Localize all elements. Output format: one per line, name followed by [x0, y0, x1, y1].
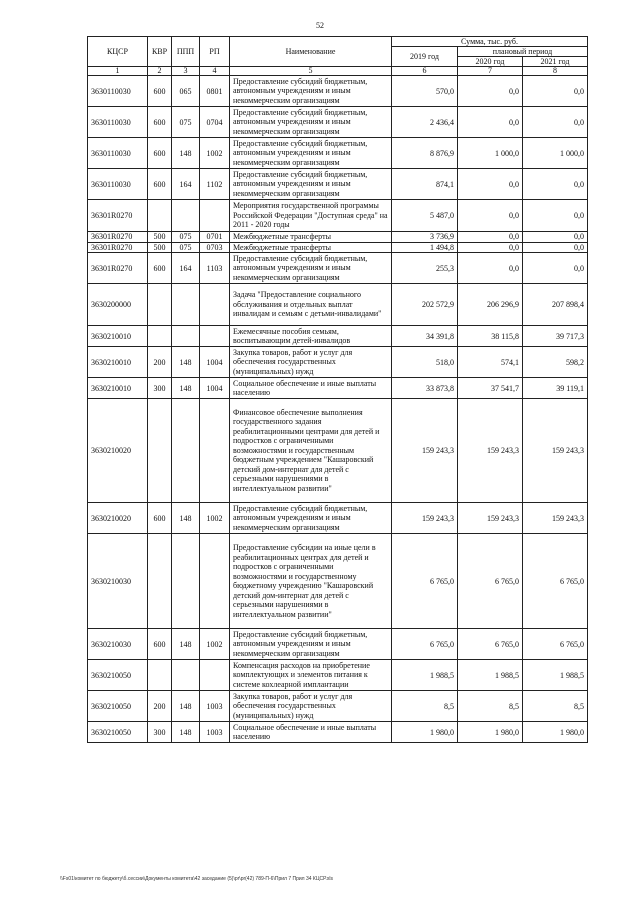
ppp-cell: 164 — [172, 253, 200, 284]
amount-2019-cell: 874,1 — [392, 169, 458, 200]
rp-cell: 1002 — [200, 503, 230, 534]
rp-cell: 0801 — [200, 76, 230, 107]
header-2019: 2019 год — [392, 47, 458, 67]
column-index: 3 — [172, 67, 200, 76]
name-cell: Задача "Предоставление социального обслуживания и отдельных выплат инвалидам и семьям с детьми-инвалидами" — [230, 284, 392, 326]
amount-2021-cell: 0,0 — [523, 200, 588, 232]
ppp-cell: 148 — [172, 629, 200, 660]
kvr-cell: 300 — [148, 722, 172, 743]
header-2021: 2021 год — [523, 57, 588, 67]
column-index: 4 — [200, 67, 230, 76]
amount-2019-cell: 34 391,8 — [392, 326, 458, 347]
kvr-cell: 300 — [148, 378, 172, 399]
amount-2020-cell: 0,0 — [458, 200, 523, 232]
ppp-cell — [172, 399, 200, 503]
header-rp: РП — [200, 37, 230, 67]
name-cell: Предоставление субсидий бюджетным, автономным учреждениям и иным некоммерческим организациям — [230, 169, 392, 200]
kcsr-cell: 3630110030 — [88, 138, 148, 169]
name-cell: Финансовое обеспечение выполнения государственного задания реабилитационными центрами для детей и подростков с ограниченными возможностями и государственным бюджетным учреждением "Кашаровский детский дом-интернат для детей с серьезными нарушениями в интеллектуальном развитии" — [230, 399, 392, 503]
table-row — [88, 722, 588, 743]
kcsr-cell: 36301R0270 — [88, 200, 148, 232]
amount-2019-cell: 33 873,8 — [392, 378, 458, 399]
ppp-cell: 075 — [172, 232, 200, 243]
name-cell: Закупка товаров, работ и услуг для обеспечения государственных (муниципальных) нужд — [230, 347, 392, 378]
amount-2019-cell: 159 243,3 — [392, 503, 458, 534]
amount-2020-cell: 159 243,3 — [458, 399, 523, 503]
kcsr-cell: 3630110030 — [88, 76, 148, 107]
column-index: 6 — [392, 67, 458, 76]
name-cell: Межбюджетные трансферты — [230, 232, 392, 243]
amount-2019-cell: 2 436,4 — [392, 107, 458, 138]
amount-2021-cell: 1 988,5 — [523, 660, 588, 691]
table-row — [88, 253, 588, 284]
rp-cell: 1003 — [200, 722, 230, 743]
name-cell: Предоставление субсидий бюджетным, автономным учреждениям и иным некоммерческим организациям — [230, 253, 392, 284]
name-cell: Социальное обеспечение и иные выплаты населению — [230, 722, 392, 743]
amount-2019-cell: 570,0 — [392, 76, 458, 107]
amount-2019-cell: 8 876,9 — [392, 138, 458, 169]
rp-cell: 1004 — [200, 378, 230, 399]
amount-2021-cell: 0,0 — [523, 232, 588, 243]
name-cell: Ежемесячные пособия семьям, воспитывающим детей-инвалидов — [230, 326, 392, 347]
kvr-cell: 600 — [148, 503, 172, 534]
ppp-cell: 148 — [172, 722, 200, 743]
table-row — [88, 107, 588, 138]
budget-table — [87, 36, 588, 743]
amount-2020-cell: 0,0 — [458, 242, 523, 253]
table-row — [88, 399, 588, 503]
header-kcsr: КЦСР — [88, 37, 148, 67]
header-ppp: ППП — [172, 37, 200, 67]
kcsr-cell: 3630210030 — [88, 629, 148, 660]
kvr-cell: 600 — [148, 629, 172, 660]
amount-2021-cell: 1 000,0 — [523, 138, 588, 169]
rp-cell: 1004 — [200, 347, 230, 378]
amount-2021-cell: 1 980,0 — [523, 722, 588, 743]
ppp-cell: 075 — [172, 242, 200, 253]
amount-2021-cell: 0,0 — [523, 253, 588, 284]
ppp-cell: 164 — [172, 169, 200, 200]
kcsr-cell: 3630210010 — [88, 326, 148, 347]
kvr-cell — [148, 284, 172, 326]
amount-2020-cell: 0,0 — [458, 253, 523, 284]
kvr-cell — [148, 399, 172, 503]
header-name: Наименование — [230, 37, 392, 67]
column-index: 5 — [230, 67, 392, 76]
kcsr-cell: 3630110030 — [88, 107, 148, 138]
amount-2021-cell: 6 765,0 — [523, 629, 588, 660]
amount-2020-cell: 37 541,7 — [458, 378, 523, 399]
amount-2019-cell: 3 736,9 — [392, 232, 458, 243]
amount-2021-cell: 598,2 — [523, 347, 588, 378]
ppp-cell: 148 — [172, 378, 200, 399]
amount-2021-cell: 0,0 — [523, 107, 588, 138]
ppp-cell — [172, 660, 200, 691]
rp-cell: 1102 — [200, 169, 230, 200]
name-cell: Предоставление субсидий бюджетным, автономным учреждениям и иным некоммерческим организациям — [230, 503, 392, 534]
rp-cell: 1103 — [200, 253, 230, 284]
name-cell: Мероприятия государственной программы Российской Федерации "Доступная среда" на 2011 - 2020 годы — [230, 200, 392, 232]
rp-cell — [200, 660, 230, 691]
table-row — [88, 691, 588, 722]
rp-cell: 1002 — [200, 629, 230, 660]
ppp-cell: 148 — [172, 503, 200, 534]
header-2020: 2020 год — [458, 57, 523, 67]
amount-2021-cell: 8,5 — [523, 691, 588, 722]
table-row — [88, 242, 588, 253]
kcsr-cell: 3630200000 — [88, 284, 148, 326]
amount-2020-cell: 206 296,9 — [458, 284, 523, 326]
kvr-cell: 600 — [148, 138, 172, 169]
name-cell: Социальное обеспечение и иные выплаты населению — [230, 378, 392, 399]
kvr-cell: 600 — [148, 76, 172, 107]
rp-cell: 1003 — [200, 691, 230, 722]
column-index: 8 — [523, 67, 588, 76]
kcsr-cell: 3630210050 — [88, 722, 148, 743]
kvr-cell: 600 — [148, 169, 172, 200]
column-index: 7 — [458, 67, 523, 76]
amount-2019-cell: 1 988,5 — [392, 660, 458, 691]
table-row — [88, 660, 588, 691]
amount-2019-cell: 8,5 — [392, 691, 458, 722]
kcsr-cell: 3630110030 — [88, 169, 148, 200]
amount-2019-cell: 255,3 — [392, 253, 458, 284]
rp-cell: 1002 — [200, 138, 230, 169]
table-row — [88, 76, 588, 107]
amount-2020-cell: 6 765,0 — [458, 629, 523, 660]
kcsr-cell: 36301R0270 — [88, 242, 148, 253]
ppp-cell: 075 — [172, 107, 200, 138]
ppp-cell — [172, 200, 200, 232]
file-path-footer: \\Fs01\комитет по бюджету\б.сессии\Документы комитета\42 заседание (5)\pr\pr(42) 789-П-6\Прил 7 Прил 34 КЦСР.xls — [60, 876, 334, 882]
table-row — [88, 169, 588, 200]
table-row — [88, 534, 588, 629]
table-row — [88, 200, 588, 232]
amount-2021-cell: 0,0 — [523, 169, 588, 200]
kvr-cell: 500 — [148, 232, 172, 243]
page-number: 52 — [316, 21, 324, 30]
header-sum: Сумма, тыс. руб. — [392, 37, 588, 47]
amount-2019-cell: 1 494,8 — [392, 242, 458, 253]
rp-cell — [200, 399, 230, 503]
ppp-cell: 065 — [172, 76, 200, 107]
kvr-cell: 200 — [148, 691, 172, 722]
kvr-cell — [148, 326, 172, 347]
kvr-cell: 600 — [148, 253, 172, 284]
ppp-cell: 148 — [172, 347, 200, 378]
ppp-cell — [172, 534, 200, 629]
kvr-cell — [148, 534, 172, 629]
table-row — [88, 284, 588, 326]
table-row — [88, 138, 588, 169]
name-cell: Компенсация расходов на приобретение комплектующих и элементов питания к системе кохлеарной имплантации — [230, 660, 392, 691]
amount-2020-cell: 159 243,3 — [458, 503, 523, 534]
amount-2021-cell: 6 765,0 — [523, 534, 588, 629]
amount-2020-cell: 574,1 — [458, 347, 523, 378]
rp-cell — [200, 326, 230, 347]
column-index: 2 — [148, 67, 172, 76]
table-row — [88, 629, 588, 660]
rp-cell — [200, 534, 230, 629]
rp-cell — [200, 284, 230, 326]
amount-2019-cell: 202 572,9 — [392, 284, 458, 326]
amount-2020-cell: 0,0 — [458, 76, 523, 107]
amount-2019-cell: 5 487,0 — [392, 200, 458, 232]
kvr-cell: 500 — [148, 242, 172, 253]
kvr-cell: 600 — [148, 107, 172, 138]
amount-2021-cell: 207 898,4 — [523, 284, 588, 326]
name-cell: Предоставление субсидий бюджетным, автономным учреждениям и иным некоммерческим организациям — [230, 76, 392, 107]
header-plan-period: плановый период — [458, 47, 588, 57]
amount-2020-cell: 6 765,0 — [458, 534, 523, 629]
ppp-cell: 148 — [172, 138, 200, 169]
kcsr-cell: 3630210050 — [88, 691, 148, 722]
rp-cell: 0704 — [200, 107, 230, 138]
kcsr-cell: 3630210020 — [88, 503, 148, 534]
amount-2020-cell: 1 980,0 — [458, 722, 523, 743]
table-row — [88, 326, 588, 347]
amount-2020-cell: 0,0 — [458, 169, 523, 200]
kcsr-cell: 3630210010 — [88, 347, 148, 378]
kcsr-cell: 36301R0270 — [88, 253, 148, 284]
kvr-cell: 200 — [148, 347, 172, 378]
amount-2021-cell: 39 119,1 — [523, 378, 588, 399]
kvr-cell — [148, 200, 172, 232]
amount-2021-cell: 39 717,3 — [523, 326, 588, 347]
amount-2020-cell: 38 115,8 — [458, 326, 523, 347]
amount-2021-cell: 0,0 — [523, 76, 588, 107]
kcsr-cell: 3630210050 — [88, 660, 148, 691]
amount-2019-cell: 518,0 — [392, 347, 458, 378]
kcsr-cell: 3630210030 — [88, 534, 148, 629]
kcsr-cell: 36301R0270 — [88, 232, 148, 243]
amount-2020-cell: 1 000,0 — [458, 138, 523, 169]
ppp-cell — [172, 284, 200, 326]
rp-cell: 0703 — [200, 242, 230, 253]
amount-2019-cell: 6 765,0 — [392, 629, 458, 660]
ppp-cell — [172, 326, 200, 347]
amount-2021-cell: 0,0 — [523, 242, 588, 253]
header-kvr: КВР — [148, 37, 172, 67]
rp-cell — [200, 200, 230, 232]
amount-2020-cell: 0,0 — [458, 107, 523, 138]
amount-2020-cell: 1 988,5 — [458, 660, 523, 691]
amount-2019-cell: 1 980,0 — [392, 722, 458, 743]
column-index-row — [88, 67, 588, 76]
amount-2020-cell: 0,0 — [458, 232, 523, 243]
name-cell: Предоставление субсидий бюджетным, автономным учреждениям и иным некоммерческим организациям — [230, 138, 392, 169]
amount-2019-cell: 159 243,3 — [392, 399, 458, 503]
ppp-cell: 148 — [172, 691, 200, 722]
name-cell: Предоставление субсидий бюджетным, автономным учреждениям и иным некоммерческим организациям — [230, 107, 392, 138]
name-cell: Предоставление субсидий бюджетным, автономным учреждениям и иным некоммерческим организациям — [230, 629, 392, 660]
amount-2020-cell: 8,5 — [458, 691, 523, 722]
amount-2021-cell: 159 243,3 — [523, 503, 588, 534]
table-row — [88, 347, 588, 378]
column-index: 1 — [88, 67, 148, 76]
rp-cell: 0701 — [200, 232, 230, 243]
name-cell: Межбюджетные трансферты — [230, 242, 392, 253]
amount-2021-cell: 159 243,3 — [523, 399, 588, 503]
kcsr-cell: 3630210010 — [88, 378, 148, 399]
name-cell: Закупка товаров, работ и услуг для обеспечения государственных (муниципальных) нужд — [230, 691, 392, 722]
name-cell: Предоставление субсидии на иные цели в реабилитационных центрах для детей и подростков с ограниченными возможностями и государственному бюджетному учреждению "Кашаровский детский дом-интернат для детей с серьезными нарушениями в интеллектуальном развитии" — [230, 534, 392, 629]
kcsr-cell: 3630210020 — [88, 399, 148, 503]
kvr-cell — [148, 660, 172, 691]
amount-2019-cell: 6 765,0 — [392, 534, 458, 629]
table-row — [88, 232, 588, 243]
table-row — [88, 503, 588, 534]
table-row — [88, 378, 588, 399]
